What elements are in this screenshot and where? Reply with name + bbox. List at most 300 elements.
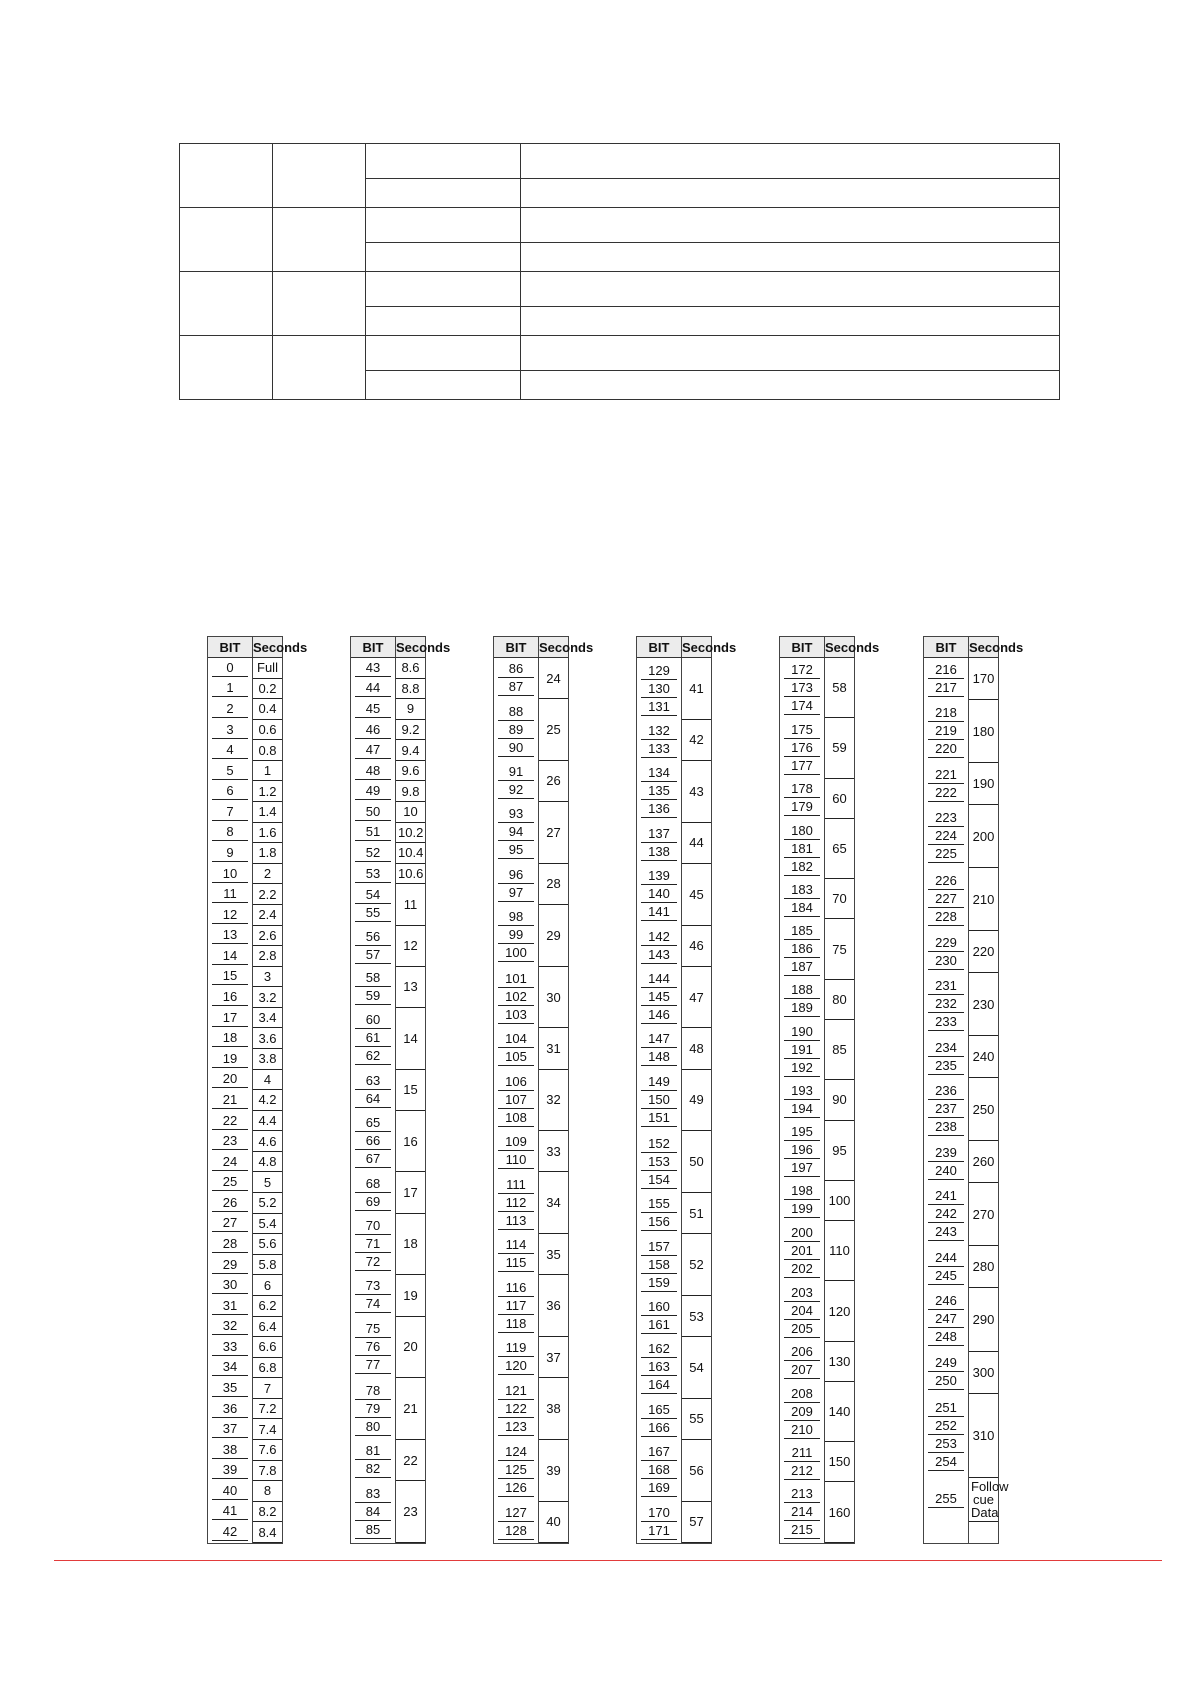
bit-cell (637, 966, 682, 1028)
bit-value: 105 (498, 1048, 533, 1066)
bit-value: 200 (784, 1224, 819, 1242)
seconds-value: 6 (263, 1277, 272, 1293)
bit-cell (924, 1351, 969, 1393)
seconds-cell (825, 1281, 855, 1341)
bit-value: 159 (641, 1274, 676, 1292)
seconds-value: 57 (689, 1514, 704, 1530)
bit-value: 60 (355, 1011, 390, 1029)
table-row (208, 1007, 282, 1028)
seconds-cell (253, 1090, 283, 1111)
bit-cell (924, 1183, 969, 1246)
bit-value: 146 (641, 1006, 676, 1024)
bit-seconds-table (636, 636, 737, 1544)
seconds-value: 48 (689, 1040, 704, 1056)
bit-value: 148 (641, 1048, 676, 1066)
bit-value: 18 (212, 1029, 247, 1047)
table-row (208, 1419, 282, 1440)
table-row (494, 1172, 568, 1234)
seconds-value: 8.8 (401, 680, 420, 696)
bit-column-header: BIT (637, 637, 682, 658)
bit-cell (208, 904, 253, 925)
table-row (208, 884, 282, 905)
bit-value: 33 (212, 1338, 247, 1356)
seconds-cell (825, 1482, 855, 1543)
bit-value: 255 (928, 1490, 963, 1508)
bit-value: 144 (641, 970, 676, 988)
table-row (780, 1120, 854, 1180)
seconds-value: 50 (689, 1154, 704, 1170)
top-table-row (180, 336, 1060, 371)
bit-value: 204 (784, 1302, 819, 1320)
bit-seconds-grid (924, 637, 1024, 1543)
table-row (208, 1131, 282, 1152)
top-table-cell (366, 144, 521, 179)
seconds-cell (396, 966, 426, 1007)
bit-cell (208, 863, 253, 884)
bit-cell (924, 1477, 969, 1522)
bit-cell (208, 678, 253, 699)
table-row (351, 719, 425, 740)
seconds-value: 18 (403, 1236, 418, 1252)
table-row (494, 1439, 568, 1501)
seconds-value: 5 (263, 1174, 272, 1190)
bit-value: 248 (928, 1328, 963, 1346)
top-table-cell (521, 243, 1060, 272)
top-table-cell (180, 336, 273, 400)
seconds-value: 9 (406, 701, 415, 717)
seconds-cell (253, 719, 283, 740)
seconds-value: 4.2 (258, 1092, 277, 1108)
bit-cell (924, 700, 969, 763)
bit-value: 51 (355, 823, 390, 841)
bit-cell (780, 1221, 825, 1281)
table-row (494, 863, 568, 904)
bit-cell (494, 1439, 539, 1501)
bit-cell (351, 822, 396, 843)
bit-value: 127 (498, 1504, 533, 1522)
bit-value: 162 (641, 1340, 676, 1358)
table-row (351, 760, 425, 781)
table-row (924, 805, 998, 868)
seconds-cell (253, 1522, 283, 1543)
bit-value: 31 (212, 1297, 247, 1315)
bit-cell (208, 1234, 253, 1255)
bit-value: 232 (928, 995, 963, 1013)
bit-value: 222 (928, 784, 963, 802)
bit-value: 62 (355, 1047, 390, 1065)
seconds-cell (253, 1254, 283, 1275)
table-row (924, 763, 998, 805)
bit-value: 6 (212, 782, 247, 800)
table-row (351, 1378, 425, 1440)
table-row (924, 658, 998, 700)
bit-value: 23 (212, 1132, 247, 1150)
seconds-cell (253, 699, 283, 720)
bit-value: 126 (498, 1479, 533, 1497)
bit-cell (924, 1246, 969, 1288)
bit-value: 75 (355, 1320, 390, 1338)
bit-cell (208, 1069, 253, 1090)
table-row (208, 822, 282, 843)
bit-cell (637, 1028, 682, 1069)
bit-cell (208, 1213, 253, 1234)
seconds-value: 150 (828, 1454, 851, 1470)
seconds-value: 95 (832, 1142, 847, 1158)
bit-value: 184 (784, 899, 819, 917)
bit-value: 119 (498, 1339, 533, 1357)
table-row (494, 966, 568, 1028)
seconds-cell (969, 1183, 999, 1246)
bit-value: 77 (355, 1356, 390, 1374)
table-row (637, 863, 711, 925)
bit-cell (208, 822, 253, 843)
bit-value: 53 (355, 865, 390, 883)
bit-value: 230 (928, 952, 963, 970)
seconds-value: 23 (403, 1504, 418, 1520)
seconds-cell (253, 1460, 283, 1481)
bit-value: 203 (784, 1284, 819, 1302)
seconds-value: 9.2 (401, 722, 420, 738)
bit-cell (208, 1378, 253, 1399)
bit-cell (494, 699, 539, 761)
bit-value: 239 (928, 1144, 963, 1162)
bit-value: 64 (355, 1090, 390, 1108)
seconds-value: 21 (403, 1401, 418, 1417)
table-row (780, 919, 854, 979)
bit-value: 101 (498, 970, 533, 988)
table-row (637, 1193, 711, 1234)
seconds-cell (682, 863, 712, 925)
seconds-value: 12 (403, 938, 418, 954)
bit-value: 192 (784, 1059, 819, 1077)
table-row (780, 1281, 854, 1341)
bit-value: 201 (784, 1242, 819, 1260)
seconds-cell (969, 658, 999, 700)
seconds-value: 6.8 (258, 1359, 277, 1375)
seconds-cell (825, 778, 855, 818)
bit-value: 55 (355, 904, 390, 922)
bit-cell (494, 1234, 539, 1275)
seconds-cell (539, 1069, 569, 1131)
table-row (637, 1295, 711, 1336)
table-row (637, 1069, 711, 1131)
seconds-value: 8.4 (258, 1524, 277, 1540)
bit-value: 167 (641, 1443, 676, 1461)
bit-value: 139 (641, 867, 676, 885)
bit-value: 76 (355, 1338, 390, 1356)
seconds-value: 4.4 (258, 1113, 277, 1128)
bit-value: 11 (212, 885, 247, 903)
seconds-value: 5.6 (258, 1236, 277, 1252)
seconds-value: 110 (829, 1243, 850, 1259)
top-table-cell (521, 144, 1060, 179)
bit-value: 189 (784, 999, 819, 1017)
bit-value: 237 (928, 1100, 963, 1118)
seconds-cell (396, 1007, 426, 1069)
seconds-cell (969, 1078, 999, 1141)
top-table-cell (366, 208, 521, 243)
seconds-value: 11 (403, 896, 418, 912)
table-row (637, 760, 711, 822)
bit-value: 163 (641, 1358, 676, 1376)
bit-value: 228 (928, 908, 963, 926)
bit-seconds-table (493, 636, 594, 1544)
bit-value: 141 (641, 903, 676, 921)
bit-value: 41 (212, 1502, 247, 1520)
bit-value: 182 (784, 858, 819, 876)
seconds-cell (969, 973, 999, 1036)
bit-value: 104 (498, 1030, 533, 1048)
bit-value: 81 (355, 1442, 390, 1460)
bit-cell (208, 1419, 253, 1440)
table-row (208, 1151, 282, 1172)
bit-value: 37 (212, 1420, 247, 1438)
bit-value: 245 (928, 1267, 963, 1285)
bit-cell (351, 1007, 396, 1069)
bit-value: 24 (212, 1153, 247, 1171)
seconds-value: 49 (689, 1092, 704, 1108)
table-row (351, 1213, 425, 1275)
bit-value: 28 (212, 1235, 247, 1253)
bit-value: 202 (784, 1260, 819, 1278)
seconds-cell (253, 1481, 283, 1502)
bit-value: 246 (928, 1292, 963, 1310)
bit-cell (208, 1481, 253, 1502)
bit-value: 147 (641, 1030, 676, 1048)
bit-value: 129 (641, 662, 676, 680)
table-row (924, 1141, 998, 1183)
table-row (351, 1007, 425, 1069)
bit-value: 59 (355, 987, 390, 1005)
seconds-cell (396, 699, 426, 720)
seconds-cell (825, 1180, 855, 1220)
seconds-cell (682, 760, 712, 822)
table-row (351, 966, 425, 1007)
table-row (351, 1439, 425, 1480)
seconds-value: 3.2 (258, 989, 277, 1005)
table-row (208, 1090, 282, 1111)
seconds-value: 52 (689, 1257, 704, 1273)
seconds-cell (539, 1337, 569, 1378)
bit-value: 27 (212, 1214, 247, 1232)
bit-value: 236 (928, 1082, 963, 1100)
bit-value: 191 (784, 1041, 819, 1059)
seconds-value: 10 (403, 804, 418, 820)
top-table-cell (366, 307, 521, 336)
top-table-cell (273, 336, 366, 400)
seconds-cell (253, 1110, 283, 1131)
seconds-cell (969, 1351, 999, 1393)
bit-value: 142 (641, 928, 676, 946)
bit-cell (780, 1341, 825, 1381)
seconds-cell (539, 904, 569, 966)
table-row (208, 1172, 282, 1193)
seconds-value: 270 (972, 1206, 995, 1222)
seconds-value: 190 (972, 776, 995, 792)
bit-value: 29 (212, 1256, 247, 1274)
top-table-cell (273, 144, 366, 208)
bit-value: 102 (498, 988, 533, 1006)
seconds-value: 160 (828, 1504, 851, 1520)
bit-column-header: BIT (780, 637, 825, 658)
table-row (924, 1351, 998, 1393)
bit-value: 216 (928, 661, 963, 679)
bit-cell (351, 1172, 396, 1213)
bit-value: 128 (498, 1522, 533, 1540)
bit-value: 83 (355, 1485, 390, 1503)
bit-cell (494, 1131, 539, 1172)
table-row (351, 658, 425, 679)
bit-value: 183 (784, 881, 819, 899)
bit-cell (924, 763, 969, 805)
seconds-cell (253, 1316, 283, 1337)
seconds-cell (682, 1234, 712, 1296)
bit-value: 69 (355, 1193, 390, 1211)
bit-value: 227 (928, 890, 963, 908)
bit-cell (351, 781, 396, 802)
seconds-cell (682, 925, 712, 966)
bit-value: 111 (498, 1176, 533, 1194)
seconds-value: 210 (972, 891, 995, 907)
bit-column-header: BIT (351, 637, 396, 658)
seconds-cell (253, 678, 283, 699)
seconds-cell (396, 1439, 426, 1480)
bit-value: 49 (355, 782, 390, 800)
seconds-cell (682, 1439, 712, 1501)
table-row (637, 1501, 711, 1542)
seconds-cell (682, 1398, 712, 1439)
seconds-value: 34 (546, 1195, 561, 1211)
seconds-value: 7.2 (258, 1401, 277, 1417)
bit-value: 52 (355, 844, 390, 862)
seconds-value: 300 (972, 1364, 995, 1380)
seconds-cell (969, 1141, 999, 1183)
seconds-cell (253, 925, 283, 946)
bit-cell (208, 966, 253, 987)
seconds-value: 8 (263, 1483, 272, 1499)
table-row (208, 699, 282, 720)
table-row (924, 868, 998, 931)
seconds-value: 260 (972, 1154, 995, 1170)
table-row (351, 843, 425, 864)
bit-cell (208, 699, 253, 720)
bit-value: 86 (498, 660, 533, 678)
bit-cell (637, 1193, 682, 1234)
bit-cell (208, 658, 253, 679)
bit-cell (780, 818, 825, 878)
seconds-cell (253, 658, 283, 679)
bit-value: 82 (355, 1460, 390, 1478)
bit-value: 207 (784, 1361, 819, 1379)
seconds-cell (539, 1501, 569, 1542)
bit-value: 179 (784, 798, 819, 816)
seconds-value: 0.4 (258, 701, 277, 717)
seconds-value: 130 (828, 1353, 851, 1369)
bit-value: 30 (212, 1276, 247, 1294)
seconds-cell (396, 884, 426, 925)
seconds-value: 17 (403, 1185, 418, 1201)
seconds-value: 39 (546, 1462, 561, 1478)
seconds-value: 310 (972, 1427, 995, 1443)
bit-cell (351, 719, 396, 740)
bit-value: 241 (928, 1187, 963, 1205)
table-row (208, 781, 282, 802)
table-row (494, 802, 568, 864)
bit-value: 108 (498, 1109, 533, 1127)
bit-value: 96 (498, 866, 533, 884)
seconds-value: 45 (689, 886, 704, 902)
bit-value: 16 (212, 988, 247, 1006)
bit-value: 12 (212, 906, 247, 924)
seconds-value: 220 (972, 944, 995, 960)
seconds-cell (539, 1172, 569, 1234)
seconds-value: 41 (689, 680, 704, 696)
bit-value: 169 (641, 1479, 676, 1497)
seconds-cell (396, 1069, 426, 1110)
top-table-cell (273, 208, 366, 272)
bit-value: 70 (355, 1217, 390, 1235)
bit-cell (208, 1522, 253, 1543)
seconds-value: 9.4 (401, 742, 420, 758)
seconds-value: 31 (546, 1040, 561, 1056)
seconds-cell (253, 822, 283, 843)
top-table-body (180, 144, 1060, 400)
bit-value: 19 (212, 1050, 247, 1068)
bit-value: 130 (641, 680, 676, 698)
bit-value: 221 (928, 766, 963, 784)
bit-value: 218 (928, 704, 963, 722)
bit-value: 21 (212, 1091, 247, 1109)
seconds-cell (253, 1357, 283, 1378)
bit-value: 254 (928, 1453, 963, 1471)
table-row (208, 1501, 282, 1522)
bit-value: 253 (928, 1435, 963, 1453)
bit-value: 208 (784, 1385, 819, 1403)
bit-cell (208, 1172, 253, 1193)
table-row (351, 822, 425, 843)
bit-value: 13 (212, 926, 247, 944)
seconds-value: 2.4 (258, 907, 277, 923)
seconds-value: 280 (972, 1259, 995, 1275)
bit-cell (494, 1028, 539, 1069)
seconds-cell (253, 946, 283, 967)
bit-value: 3 (212, 721, 247, 739)
seconds-cell (396, 1172, 426, 1213)
bit-value: 78 (355, 1382, 390, 1400)
bit-cell (637, 822, 682, 863)
bit-cell (208, 760, 253, 781)
seconds-cell (539, 1131, 569, 1172)
top-table-cell (366, 371, 521, 400)
seconds-value: 5.2 (258, 1195, 277, 1211)
seconds-cell (396, 1275, 426, 1316)
seconds-value: 70 (832, 891, 847, 907)
bit-value: 65 (355, 1114, 390, 1132)
table-row (637, 1131, 711, 1193)
bit-column-header: BIT (208, 637, 253, 658)
bit-cell (208, 1460, 253, 1481)
table-row (924, 1522, 998, 1543)
table-row (494, 1378, 568, 1440)
seconds-value: 24 (546, 670, 561, 686)
seconds-value: 4.6 (258, 1133, 277, 1149)
bit-cell (924, 868, 969, 931)
bit-value: 85 (355, 1521, 390, 1539)
bit-cell (637, 1337, 682, 1399)
table-row (208, 1316, 282, 1337)
seconds-cell (969, 763, 999, 805)
bit-cell (351, 658, 396, 679)
